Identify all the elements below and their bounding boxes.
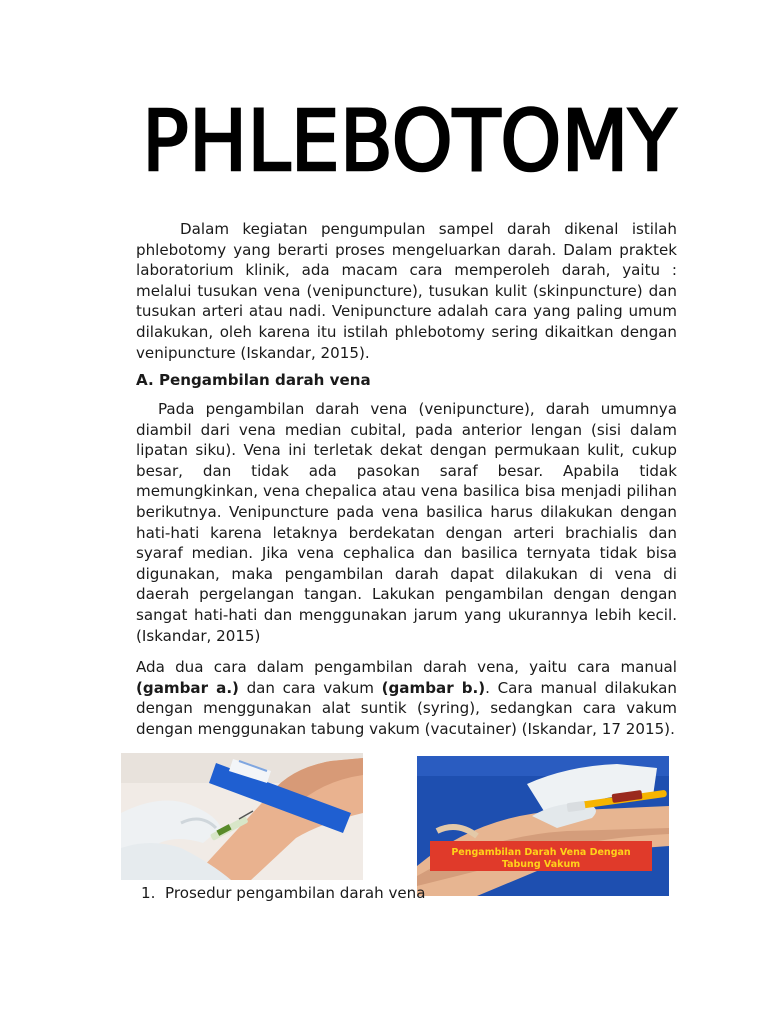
figure-b-vacuum-photo <box>417 756 669 896</box>
banner-line-2: Tabung Vakum <box>501 859 581 870</box>
banner-line-1: Pengambilan Darah Vena Dengan <box>451 847 631 858</box>
figure-b-ref: (gambar b.) <box>381 678 486 697</box>
figure-a-manual-photo <box>121 753 363 880</box>
title-text: PHLEBOTOMY <box>142 92 677 184</box>
caption-number: 1. <box>141 884 156 902</box>
caption-text: Prosedur pengambilan darah vena <box>165 884 426 902</box>
document-title <box>140 92 680 184</box>
intro-paragraph: Dalam kegiatan pengumpulan sampel darah dikenal istilah phlebotomy yang berarti proses mengeluarkan darah. Dalam praktek laboratorium klinik, ada macam cara memperoleh darah, yaitu : melalui tusukan vena (venipuncture), tusukan kulit (skinpuncture) dan tusukan arteri atau nadi. Venipuncture adalah cara yang paling umum dilakukan, oleh karena itu istilah phlebotomy sering dikaitkan dengan venipuncture (Iskandar, 2015). <box>136 220 677 362</box>
vena-paragraph: Pada pengambilan darah vena (venipuncture), darah umumnya diambil dari vena median cubital, pada anterior lengan (sisi dalam lipatan siku). Vena ini terletak dekat dengan permukaan kulit, cukup besar, dan tidak ada pasokan saraf besar. Apabila tidak memungkinkan, vena chepalica atau vena basilica bisa menjadi pilihan berikutnya. Venipuncture pada vena basilica harus dilakukan dengan hati-hati karena letaknya berdekatan dengan arteri brachialis dan syaraf median. Jika vena cephalica dan basilica ternyata tidak bisa digunakan, maka pengambilan darah dapat dilakukan di vena di daerah pergelangan tangan. Lakukan pengambilan dengan dengan sangat hati-hati dan menggunakan jarum yang ukurannya lebih kecil. (Iskandar, 2015) <box>136 400 677 645</box>
methods-paragraph: Ada dua cara dalam pengambilan darah vena, yaitu cara manual (gambar a.) dan cara vakum (gambar b.). Cara manual dilakukan dengan menggunakan alat suntik (syring), sedangkan cara vakum dengan menggunakan tabung vakum (vacutainer) (Iskandar, 17 2015). <box>136 658 677 738</box>
figure-a-ref: (gambar a.) <box>136 678 239 697</box>
figure-caption <box>141 883 425 903</box>
section-heading: A. Pengambilan darah vena <box>136 371 371 389</box>
